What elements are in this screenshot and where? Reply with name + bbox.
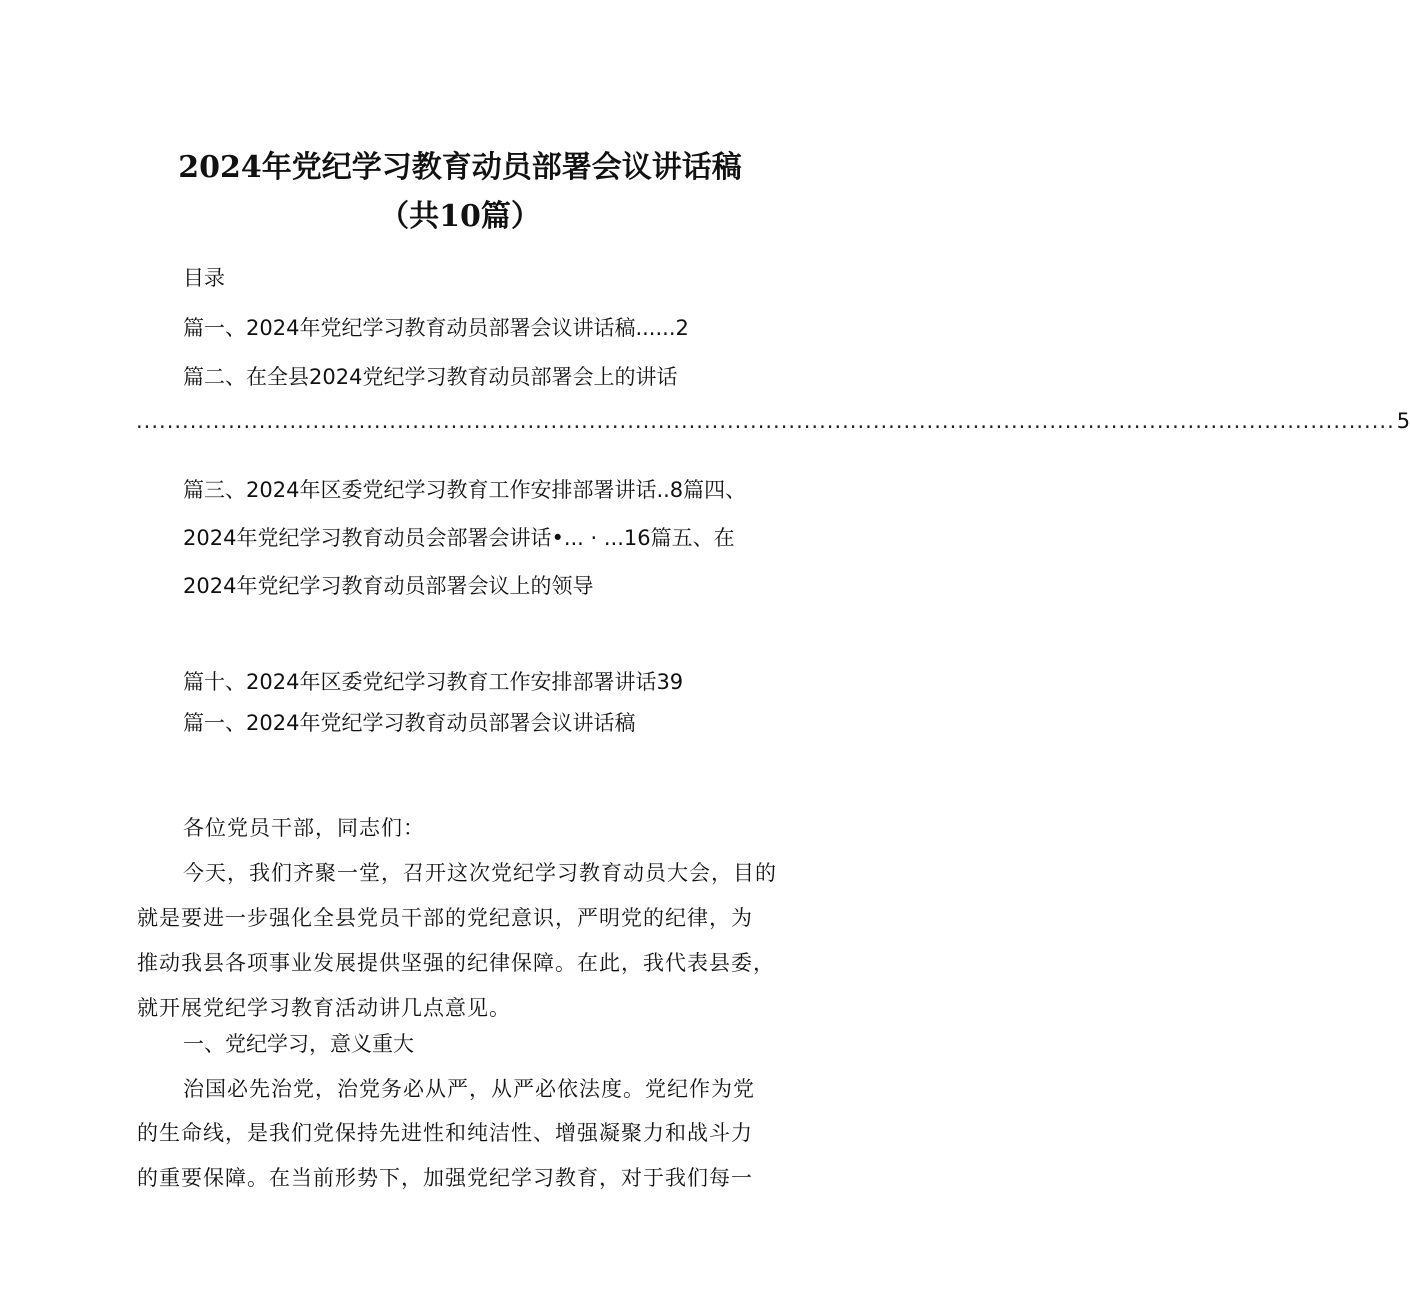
toc-entry-2: 篇二、在全县2024党纪学习教育动员部署会上的讲话 (183, 365, 678, 389)
toc-entry-10: 篇十、2024年区委党纪学习教育工作安排部署讲话39 (183, 670, 684, 694)
toc-dot-leader: .................................................................................................................................................................... (136, 409, 1395, 433)
paragraph-line: 治国必先治党，治党务必从严，从严必依法度。党纪作为党 (183, 1077, 755, 1101)
document-title: 2024年党纪学习教育动员部署会议讲话稿 (178, 150, 742, 185)
toc-page-number: 5 (1396, 409, 1410, 433)
paragraph-line: 今天，我们齐聚一堂，召开这次党纪学习教育动员大会，目的 (183, 861, 777, 885)
toc-entry-3: 篇三、2024年区委党纪学习教育工作安排部署讲话..8篇四、 (183, 478, 747, 502)
toc-entry-1: 篇一、2024年党纪学习教育动员部署会议讲话稿......2 (183, 316, 689, 340)
toc-entry-5: 2024年党纪学习教育动员部署会议上的领导 (183, 574, 594, 598)
article-title: 篇一、2024年党纪学习教育动员部署会议讲话稿 (183, 711, 636, 735)
salutation: 各位党员干部，同志们： (183, 816, 425, 840)
section-heading: 一、党纪学习，意义重大 (183, 1032, 414, 1056)
paragraph-line: 的重要保障。在当前形势下，加强党纪学习教育，对于我们每一 (137, 1166, 753, 1190)
toc-entry-2-leader-row (136, 409, 1410, 433)
paragraph-line: 的生命线，是我们党保持先进性和纯洁性、增强凝聚力和战斗力 (137, 1121, 753, 1145)
toc-entry-4: 2024年党纪学习教育动员会部署会讲话•... · ...16篇五、在 (183, 526, 735, 550)
toc-heading: 目录 (183, 266, 225, 290)
paragraph-line: 就是要进一步强化全县党员干部的党纪意识，严明党的纪律，为 (137, 906, 753, 930)
paragraph-line: 就开展党纪学习教育活动讲几点意见。 (137, 996, 511, 1020)
paragraph-line: 推动我县各项事业发展提供坚强的纪律保障。在此，我代表县委， (137, 951, 775, 975)
document-subtitle: （共10篇） (379, 199, 541, 234)
